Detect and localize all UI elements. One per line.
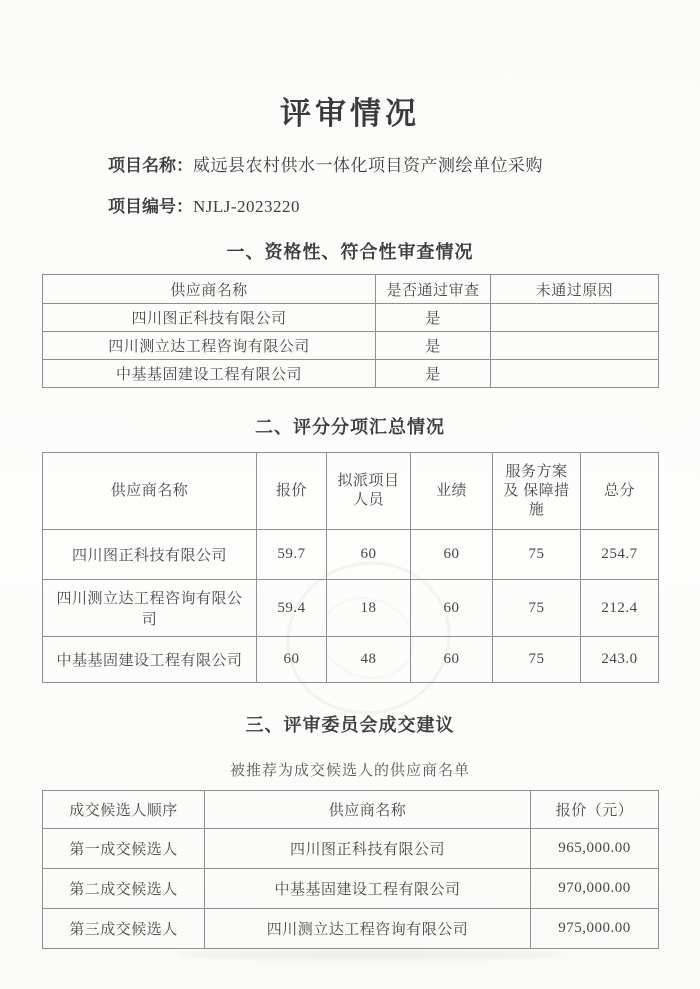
- recommended-candidates-subtitle: 被推荐为成交候选人的供应商名单: [229, 763, 470, 779]
- performance-score-cell: 60: [411, 580, 493, 637]
- bid-price-cell: 965,000.00: [531, 829, 659, 869]
- supplier-name-cell: 中基基固建设工程有限公司: [43, 360, 376, 388]
- column-header-candidate-rank: 成交候选人顺序: [43, 791, 205, 829]
- table-row: [43, 580, 659, 637]
- supplier-name-cell: 四川图正科技有限公司: [43, 304, 376, 332]
- service-plan-score-cell: 75: [493, 530, 581, 580]
- price-score-cell: 59.4: [257, 580, 327, 637]
- supplier-name-cell: 四川测立达工程咨询有限公司: [205, 909, 531, 949]
- passed-cell: 是: [376, 332, 491, 360]
- passed-cell: 是: [376, 360, 491, 388]
- price-score-cell: 60: [257, 637, 327, 683]
- table-row: [43, 869, 659, 909]
- project-number-label: 项目编号：: [108, 197, 193, 216]
- table-row: [43, 637, 659, 683]
- project-number-line: [108, 197, 700, 217]
- score-summary-table: [42, 452, 659, 683]
- bid-price-cell: 975,000.00: [531, 909, 659, 949]
- column-header-performance-score: 业绩: [411, 453, 493, 530]
- supplier-name-cell: 中基基固建设工程有限公司: [43, 637, 257, 683]
- supplier-name-cell: 四川测立达工程咨询有限公司: [43, 580, 257, 637]
- staff-score-cell: 48: [327, 637, 411, 683]
- column-header-fail-reason: 未通过原因: [491, 275, 659, 304]
- price-score-cell: 59.7: [257, 530, 327, 580]
- supplier-name-cell: 四川测立达工程咨询有限公司: [43, 332, 376, 360]
- column-header-price-score: 报价: [257, 453, 327, 530]
- passed-cell: 是: [376, 304, 491, 332]
- column-header-total-score: 总分: [581, 453, 659, 530]
- staff-score-cell: 18: [327, 580, 411, 637]
- table-row: [43, 304, 659, 332]
- column-header-service-plan-score: 服务方案及 保障措施: [493, 453, 581, 530]
- table-row: [43, 909, 659, 949]
- table-row: [43, 530, 659, 580]
- project-number-value: NJLJ-2023220: [193, 197, 301, 216]
- section-2-heading: 二、评分分项汇总情况: [255, 417, 445, 437]
- section-3-heading: 三、评审委员会成交建议: [245, 715, 455, 735]
- table-header-row: [43, 275, 659, 304]
- award-candidates-table: [42, 790, 659, 949]
- performance-score-cell: 60: [411, 530, 493, 580]
- column-header-bid-price: 报价（元）: [531, 791, 659, 829]
- fail-reason-cell: [491, 360, 659, 388]
- total-score-cell: 212.4: [581, 580, 659, 637]
- column-header-passed: 是否通过审查: [376, 275, 491, 304]
- table-row: [43, 829, 659, 869]
- candidate-rank-cell: 第一成交候选人: [43, 829, 205, 869]
- project-name-value: 威远县农村供水一体化项目资产测绘单位采购: [193, 156, 543, 175]
- table-row: [43, 332, 659, 360]
- total-score-cell: 243.0: [581, 637, 659, 683]
- service-plan-score-cell: 75: [493, 580, 581, 637]
- scan-smudge-artifact: [175, 950, 565, 959]
- bid-price-cell: 970,000.00: [531, 869, 659, 909]
- candidate-rank-cell: 第三成交候选人: [43, 909, 205, 949]
- candidate-rank-cell: 第二成交候选人: [43, 869, 205, 909]
- section-1-heading: 一、资格性、符合性审查情况: [226, 242, 474, 262]
- table-header-row: [43, 791, 659, 829]
- staff-score-cell: 60: [327, 530, 411, 580]
- table-row: [43, 360, 659, 388]
- project-name-label: 项目名称：: [108, 156, 193, 175]
- supplier-name-cell: 中基基固建设工程有限公司: [205, 869, 531, 909]
- column-header-supplier: 供应商名称: [43, 453, 257, 530]
- project-meta: [108, 156, 700, 217]
- fail-reason-cell: [491, 332, 659, 360]
- column-header-staff-score: 拟派项目 人员: [327, 453, 411, 530]
- column-header-supplier: 供应商名称: [43, 275, 376, 304]
- supplier-name-cell: 四川图正科技有限公司: [43, 530, 257, 580]
- fail-reason-cell: [491, 304, 659, 332]
- service-plan-score-cell: 75: [493, 637, 581, 683]
- total-score-cell: 254.7: [581, 530, 659, 580]
- supplier-name-cell: 四川图正科技有限公司: [205, 829, 531, 869]
- column-header-supplier: 供应商名称: [205, 791, 531, 829]
- qualification-review-table: [42, 274, 659, 388]
- performance-score-cell: 60: [411, 637, 493, 683]
- document-title: 评审情况: [280, 96, 420, 131]
- table-header-row: [43, 453, 659, 530]
- project-name-line: [108, 156, 700, 176]
